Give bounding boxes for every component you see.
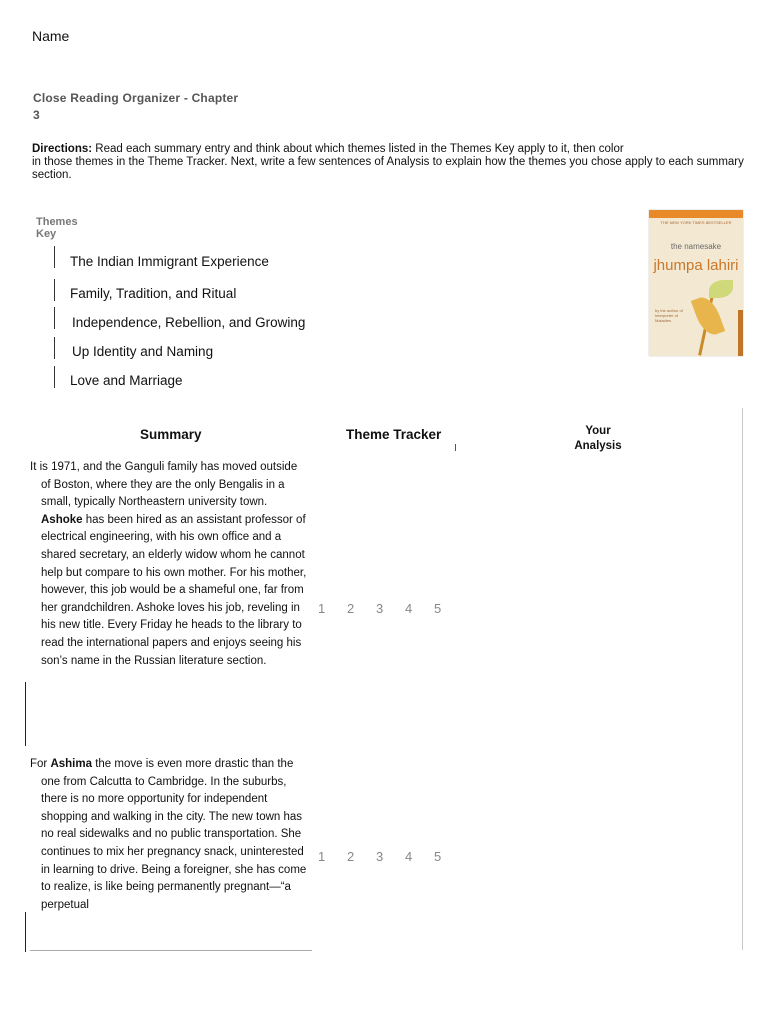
title-line-1: Close Reading Organizer - Chapter <box>33 91 239 105</box>
title-line-2: 3 <box>33 108 40 122</box>
table-border-right <box>742 408 743 950</box>
directions-text-1: Read each summary entry and think about which themes listed in the Themes Key apply to it, then color <box>92 143 624 155</box>
column-header-theme-tracker: Theme Tracker <box>346 427 442 442</box>
theme-bracket <box>54 337 55 359</box>
name-label: Name <box>32 28 70 44</box>
theme-bracket <box>54 366 55 388</box>
directions-text-2: in those themes in the Theme Tracker. Next, write a few sentences of Analysis to explain how the themes you chose apply to each summary section. <box>32 156 744 181</box>
page-title <box>33 90 363 124</box>
book-author: jhumpa lahiri <box>653 257 739 274</box>
row-marker <box>25 912 26 952</box>
themes-key-title-line-2: Key <box>36 228 57 240</box>
summary-character-name: Ashoke <box>41 513 83 526</box>
themes-key-title <box>36 216 78 240</box>
column-header-analysis <box>558 424 638 454</box>
theme-bracket <box>54 307 55 329</box>
summary-text: has been hired as an assistant professor of electrical engineering, with his own office and a shared secretary, an elderly widow whom he cannot help but compare to his own mother. For his mother, however, this job would be a shameful one, far from her grandchildren. Ashoke loves his job, reveling in his new title. Every Friday he heads to the library to read the international papers and enjoys seeing his son’s name in the Russian literature section. <box>41 513 307 667</box>
summary-text: For <box>30 758 51 770</box>
directions-label: Directions: <box>32 143 93 155</box>
tracker-number-2[interactable]: 2 <box>347 601 355 616</box>
column-header-analysis-line-2: Analysis <box>574 440 622 452</box>
tracker-number-4[interactable]: 4 <box>405 849 413 864</box>
column-header-analysis-line-1: Your <box>585 425 611 437</box>
summary-character-name: Ashima <box>50 758 92 770</box>
tracker-number-2[interactable]: 2 <box>347 849 355 864</box>
themes-key-title-line-1: Themes <box>36 216 78 228</box>
tracker-number-3[interactable]: 3 <box>376 849 384 864</box>
book-cover-image <box>649 210 743 356</box>
book-cover-leaf <box>709 280 733 298</box>
theme-bracket <box>54 246 55 268</box>
tracker-number-5[interactable]: 5 <box>434 601 442 616</box>
theme-item: Love and Marriage <box>70 373 183 388</box>
theme-item: Family, Tradition, and Ritual <box>70 286 237 301</box>
divider <box>30 950 312 951</box>
theme-item: Independence, Rebellion, and Growing <box>72 315 306 330</box>
theme-bracket <box>54 279 55 301</box>
book-subtitle: by the author of Interpreter of Maladies <box>655 308 683 323</box>
theme-tracker[interactable] <box>318 601 463 616</box>
theme-tracker[interactable] <box>318 849 463 864</box>
summary-text: It is 1971, and the Ganguli family has moved outside of Boston, where they are the only Bengalis in a small, typically Northeastern university town. <box>30 461 298 509</box>
tracker-number-1[interactable]: 1 <box>318 601 326 616</box>
theme-item: Up Identity and Naming <box>72 344 214 359</box>
column-header-summary: Summary <box>140 427 202 442</box>
tracker-number-4[interactable]: 4 <box>405 601 413 616</box>
summary-cell <box>30 756 309 952</box>
tracker-number-1[interactable]: 1 <box>318 849 326 864</box>
tracker-number-5[interactable]: 5 <box>434 849 442 864</box>
book-cover-leaf <box>691 293 725 338</box>
book-bestseller-text: THE NEW YORK TIMES BESTSELLER <box>660 220 732 225</box>
summary-text: the move is even more drastic than the one from Calcutta to Cambridge. In the suburbs, there is no more opportunity for independent shopping and walking in the city. The new town has no real sidewalks and no public transportation. She continues to mix her pregnancy snack, uninterested in learning to drive. Being a foreigner, she has come to realize, is like being permanently pregnant—“a perpetual <box>41 758 307 911</box>
book-cover-band <box>649 210 743 218</box>
book-title: the namesake <box>670 242 722 251</box>
row-marker <box>25 682 26 746</box>
tracker-number-3[interactable]: 3 <box>376 601 384 616</box>
summary-cell <box>30 459 309 747</box>
divider <box>455 444 456 451</box>
book-cover-spine <box>738 310 743 356</box>
directions <box>32 143 752 182</box>
theme-item: The Indian Immigrant Experience <box>70 254 269 269</box>
